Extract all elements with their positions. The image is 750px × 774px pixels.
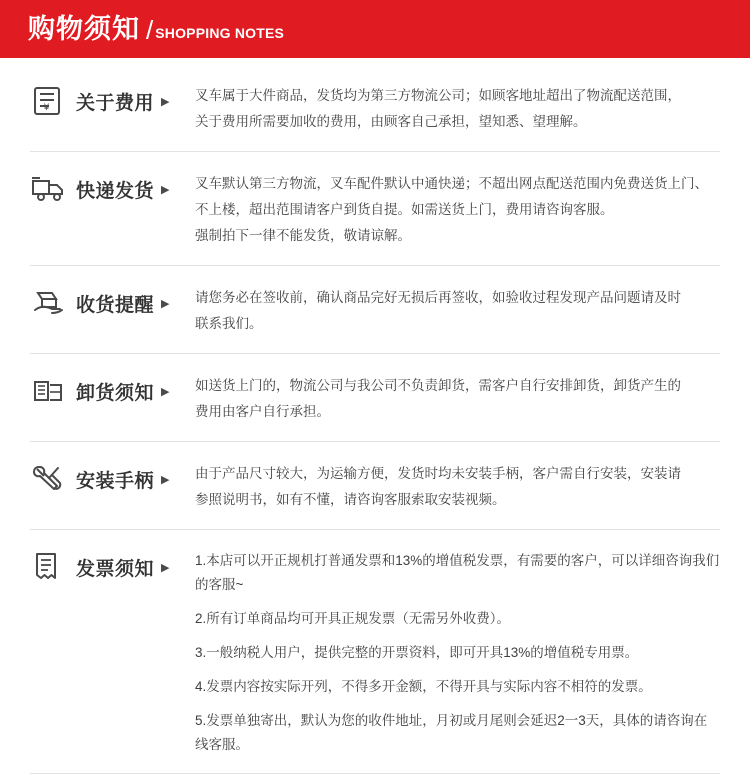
list-item	[30, 152, 720, 266]
section-body	[195, 548, 720, 757]
section-title: 发票须知	[76, 558, 155, 580]
section-line: 1.本店可以开正规机打普通发票和13%的增值税发票，有需要的客户，可以详细咨询我们的客服~	[195, 553, 720, 592]
section-title: 安装手柄	[76, 470, 155, 492]
list-item	[30, 64, 720, 152]
chevron-right-icon: ▶	[161, 297, 170, 310]
section-line: 费用由客户自行承担。	[195, 404, 330, 419]
svg-text:¥: ¥	[44, 102, 50, 112]
section-body	[195, 170, 720, 249]
section-line: 不上楼，超出范围请客户到货自提。如需送货上门，费用请咨询客服。	[195, 202, 614, 217]
list-item	[30, 354, 720, 442]
wrench-tools-icon	[30, 462, 68, 496]
section-line: 强制拍下一律不能发货，敬请谅解。	[195, 228, 411, 243]
section-heading	[30, 170, 195, 206]
section-line: 联系我们。	[195, 316, 263, 331]
section-line: 叉车属于大件商品，发货均为第三方物流公司；如顾客地址超出了物流配送范围，	[195, 88, 681, 103]
section-heading	[30, 82, 195, 118]
section-line: 2.所有订单商品均可开具正规发票（无需另外收费）。	[195, 611, 511, 626]
section-line: 4.发票内容按实际开列，不得多开金额，不得开具与实际内容不相符的发票。	[195, 679, 652, 694]
receipt-icon	[30, 550, 68, 584]
section-heading	[30, 460, 195, 496]
list-item	[30, 530, 720, 774]
section-line: 由于产品尺寸较大，为运输方便，发货时均未安装手柄，客户需自行安装，安装请	[195, 466, 681, 481]
unload-box-icon	[30, 374, 68, 408]
section-title: 卸货须知	[76, 382, 155, 404]
chevron-right-icon: ▶	[161, 385, 170, 398]
list-item	[30, 442, 720, 530]
section-line: 3.一般纳税人用户，提供完整的开票资料，即可开具13%的增值税专用票。	[195, 645, 639, 660]
banner-title-cn: 购物须知	[28, 13, 140, 44]
section-line: 叉车默认第三方物流，叉车配件默认中通快递；不超出网点配送范围内免费送货上门、	[195, 176, 708, 191]
chevron-right-icon: ▶	[161, 183, 170, 196]
section-line: 5.发票单独寄出，默认为您的收件地址，月初或月尾则会延迟2一3天，具体的请咨询在线客服。	[195, 713, 708, 752]
section-heading	[30, 284, 195, 320]
package-hand-icon	[30, 286, 68, 320]
invoice-list-icon	[30, 84, 68, 118]
banner-title-en: SHOPPING NOTES	[155, 25, 285, 41]
section-body	[195, 284, 720, 337]
section-body	[195, 82, 720, 135]
list-item	[30, 266, 720, 354]
chevron-right-icon: ▶	[161, 473, 170, 486]
chevron-right-icon: ▶	[161, 95, 170, 108]
section-body	[195, 372, 720, 425]
notes-list	[0, 58, 750, 774]
page-banner	[0, 0, 750, 58]
section-title: 快递发货	[76, 180, 155, 202]
section-line: 如送货上门的，物流公司与我公司不负责卸货，需客户自行安排卸货，卸货产生的	[195, 378, 681, 393]
section-title: 关于费用	[76, 92, 155, 114]
section-title: 收货提醒	[76, 294, 155, 316]
delivery-truck-icon	[30, 172, 68, 206]
section-line: 参照说明书，如有不懂，请咨询客服索取安装视频。	[195, 492, 506, 507]
section-heading	[30, 372, 195, 408]
section-line: 请您务必在签收前，确认商品完好无损后再签收，如验收过程发现产品问题请及时	[195, 290, 681, 305]
section-body	[195, 460, 720, 513]
section-heading	[30, 548, 195, 584]
section-line: 关于费用所需要加收的费用，由顾客自己承担，望知悉、望理解。	[195, 114, 587, 129]
banner-separator: /	[146, 15, 154, 45]
chevron-right-icon: ▶	[161, 561, 170, 574]
